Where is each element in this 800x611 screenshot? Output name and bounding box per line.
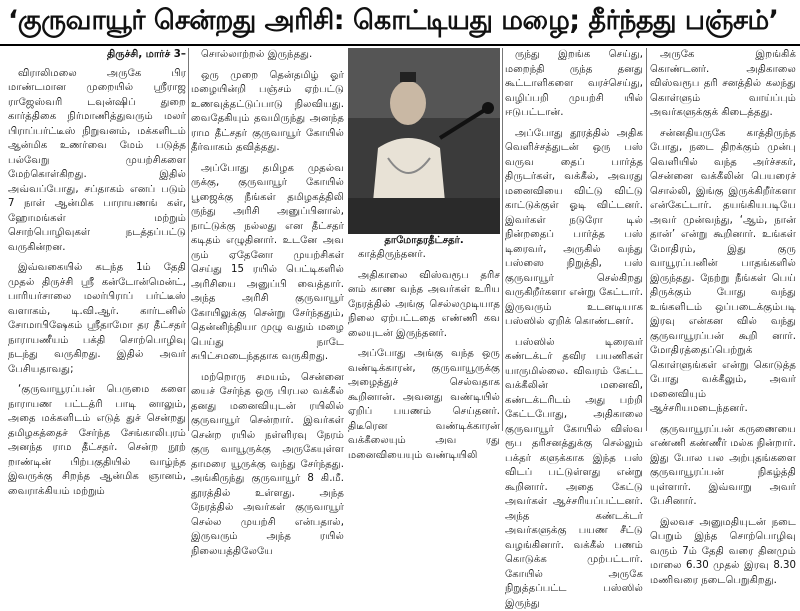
paragraph: அப்போது தூரத்தில் அதிக வெளிச்சத்துடன் ஒரு பஸ் வருவ தைப் பார்த்த திருடர்கள், வக்கீல், அவரது மனைவியை விட்டு விட்டு காட்டுக்குள் ஓடி விட்டனர். இவர்கள் நடுரோ டில் நின்றதைப் பார்த்த பஸ் டிரைவர், அருகில் வந்து பஸ்ஸை நிறுத்தி, பஸ் குருவாயூர் செல்கிறது வருகிறீர்களா என்று கேட்டார். இருவரும் உடனடியாக பஸ்ஸில் ஏறிக் கொண்டனர். bbox=[505, 127, 643, 330]
paragraph: அதிகாலை விஸ்வரூப தரிச னம் காண வந்த அவர்கள் உரிய நேரத்தில் அங்கு செல்லமுடியாத நிலை ஏற்பட்டதை எண்ணி கவ லையுடன் இருந்தனர். bbox=[348, 269, 500, 342]
column-divider bbox=[188, 48, 189, 431]
dateline: திருச்சி, மார்ச் 3– bbox=[8, 48, 186, 63]
paragraph: குருவாயூரப்பன் கருணையை எண்ணி கண்ணீர் மல்க நின்றார். இது போல பல அற்புதங்களை குருவாயூரப்பன் நிகழ்த்தி யுள்ளார். இவ்வாறு அவர் பேசினார். bbox=[650, 423, 796, 510]
paragraph: இவ்வகையில் கடந்த 1ம் தேதி முதல் திருச்சி ஸ்ரீ கன்டோன்மென்ட், பாரியர்சாலை மலர்பிராப் பர்ட்டீஸ் வளாகம், டி.வி.ஆர். கார்டனில் சோமாபிஷேகம் ஸ்ரீதாமோ தர தீட்சதர் நாராயணீயம் பக்தி சொற்பொழிவு நடந்து வருகிறது. இதில் அவர் பேசியதாவது; bbox=[8, 261, 186, 377]
article-column-2 bbox=[191, 48, 344, 431]
photo-caption: தாமோதரதீட்சதர். bbox=[348, 234, 500, 248]
paragraph: அப்போது தமிழக முதல்வ ருக்கு, குருவாயூர் கோயில் பூஜைக்கு நீங்கள் தமிழகத்திலி ருந்து அரிசி அனுப்பினால், நாட்டுக்கு நல்லது என தீட்சதர் கடிதம் எழுதினார். உடனே அவ ரும் ஏதேனோ முயற்சிகள் செய்து 15 ரயில் பெட்டிகளில் அரிசியை அனுப்பி வைத்தார். அந்த அரிசி குருவாயூர் கோயிலுக்கு சென்று சேர்ந்ததும், தென்னிந்தியா முழு வதும் மழை பெய்து நாடே சுபிட்சமடைந்ததாக வருகிறது. bbox=[191, 162, 344, 365]
column-divider bbox=[502, 48, 503, 431]
headline: ‘குருவாயூர் சென்றது அரிசி: கொட்டியது மழை; தீர்ந்தது பஞ்சம்’ bbox=[8, 0, 794, 42]
paragraph: ஒரு முறை தென்தமிழ் ஓர் மழையின்றி பஞ்சம் ஏற்பட்டு உணவுத்தட்டுப்பாடு நிலவியது. வைதேகியும் தவமிருந்து அனந்த ராம தீட்சதர் குருவாயூர் கோயில் தீர்வாகம் தவித்தது. bbox=[191, 69, 344, 156]
paragraph: அருகே இறங்கிக் கொண்டனர். அதிகாலை விஸ்வரூப தரி சனத்தில் கலந்து கொள்ளும் வாய்ப்பும் அவர்களுக்குக் கிடைத்தது. bbox=[650, 48, 796, 121]
article-column-5 bbox=[650, 48, 796, 431]
speaker-photo-illustration bbox=[348, 48, 500, 234]
paragraph: காத்திருந்தனர். bbox=[348, 248, 500, 263]
paragraph: விராலிமலை அருகே பிர மாண்டமான முறையில் ஸ்ரீராஜ ராஜேஸ்வரி டவுன்ஷிப் துறை கார்த்திகை நிர்மாணித்துவரும் மலர் பிராப்பர்ட்டீஸ் நிறுவனம், மக்களிடம் ஆன்மிக உணர்வை மேம் படுத்த பல்வேறு முயற்சிகளை மேற்கொள்கிறது. இதில் அவ்வப்போது, சப்தாகம் எனப் படும் 7 நாள் ஆன்மிக பாராயணங் கள், ஹோமங்கள் மற்றும் சொற்பொழிவுகள் நடத்தப்பட்டு வருகின்றன. bbox=[8, 67, 186, 256]
headline-rule bbox=[0, 44, 800, 46]
paragraph: சொல்லாற்றல் இருந்தது. bbox=[191, 48, 344, 63]
article-column-3 bbox=[348, 248, 500, 431]
speaker-photo bbox=[348, 48, 500, 234]
paragraph: ‘குருவாயூரப்பன் பெருமை களை நாராயண பட்டத்ரி பாடி னாலும், அதை மக்களிடம் எடுத் துச் சென்றது தமிழகத்தைச் சேர்ந்த சேங்காலிபுரம் அனந்த ராம தீட்சதர். சென்ற நூற் றாண்டின் பிற்பகுதியில் வாழ்ந்த இவருக்கு சிறந்த ஆன்மிக ஞானம், வைராக்கியம் மற்றும் bbox=[8, 383, 186, 499]
paragraph: மற்றொரு சமயம், சென்னை யைச் சேர்ந்த ஒரு பிரபல வக்கீல் தனது மனைவியுடன் ரயிலில் குருவாயூர் சென்றார். இவர்கள் சென்ற ரயில் நள்ளிரவு நேரம் குரு வாயூருக்கு அருகேயுள்ள தாமரை யூருக்கு வந்து சேர்ந்தது. அங்கிருந்து குருவாயூர் 8 கி.மீ. தூரத்தில் உள்ளது. அந்த நேரத்தில் அவர்கள் குருவாயூர் செல்ல முயற்சி என்பதால், இருவரும் அந்த ரயில் நிலையத்திலேயே bbox=[191, 371, 344, 560]
paragraph: அப்போது அங்கு வந்த ஒரு வண்டிக்காரன், குருவாயூருக்கு அழைத்துச் செல்வதாக கூறினான். அவனது வண்டியில் ஏறிப் பயணம் செய்தனர். திடீரென வண்டிக்காரன் வக்கீலையும் அவ ரது மனைவியையும் வண்டியிலி bbox=[348, 347, 500, 463]
paragraph: சன்னதியருகே காத்திருந்த போது, நடை திறக்கும் முன்பு வெளியில் வந்த அர்ச்சகர், சென்னை வக்கீலின் பெயரைச் சொல்லி, இங்கு இருக்கிறீர்களா என்கேட்டார். தயங்கியபடியே அவர் முன்வந்து, ‘ஆம், நான் தான்’ என்று கூறினார். உங்கள் மோதிரம், இது குரு வாயூரப்பனின் பாதங்களில் இருந்தது. நேற்று நீங்கள் பெய் திருக்கும் போது வந்து உங்களிடம் ஒப்படைக்கும்படி இரவு என்கன வில் வந்து குருவாயூரப்பன் கூறி னார். மோதிரத்தைப்பெற்றுக் கொள்ளுங்கள் என்று கொடுத்த போது வக்கீலும், அவர் மனைவியும் ஆச்சரியமடைந்தனர். bbox=[650, 127, 796, 417]
paragraph: ருந்து இறங்க செய்து, மறைந்தி ருந்த தனது கூட்டாளிகளை வரச்செய்து, வழிப்பறி முயற்சி யில் ஈடுபட்டான். bbox=[505, 48, 643, 121]
article-column-4 bbox=[505, 48, 643, 431]
paragraph: பஸ்ஸில் டிரைவர் கண்டக்டர் தவிர பயணிகள் யாருமில்லை. விவரம் கேட்ட வக்கீலின் மனைவி, கண்டக்டரிடம் அது பற்றி கேட்டபோது, அதிகாலை குருவாயூர் கோயில் விஸ்வ ரூப தரிசனத்துக்கு செல்லும் பக்தர் களுக்காக இந்த பஸ் விடப் பட்டுள்ளது என்று கூறினார். அதை கேட்டு அவர்கள் ஆச்சரியப்பட்டனர். அந்த கண்டக்டர் அவர்களுக்கு பயண சீட்டு வழங்கினார். வக்கீல் பணம் கொடுக்க முற்பட்டார். கோயில் அருகே நிறுத்தப்பட்ட பஸ்ஸில் இருந்து bbox=[505, 336, 643, 611]
article-column-1 bbox=[8, 48, 186, 431]
paragraph: இலவச அனுமதியுடன் நடை பெறும் இந்த சொற்பொழிவு வரும் 7ம் தேதி வரை தினமும் மாலை 6.30 முதல் இரவு 8.30 மணிவரை நடைபெறுகிறது. bbox=[650, 516, 796, 589]
column-divider bbox=[646, 48, 647, 431]
